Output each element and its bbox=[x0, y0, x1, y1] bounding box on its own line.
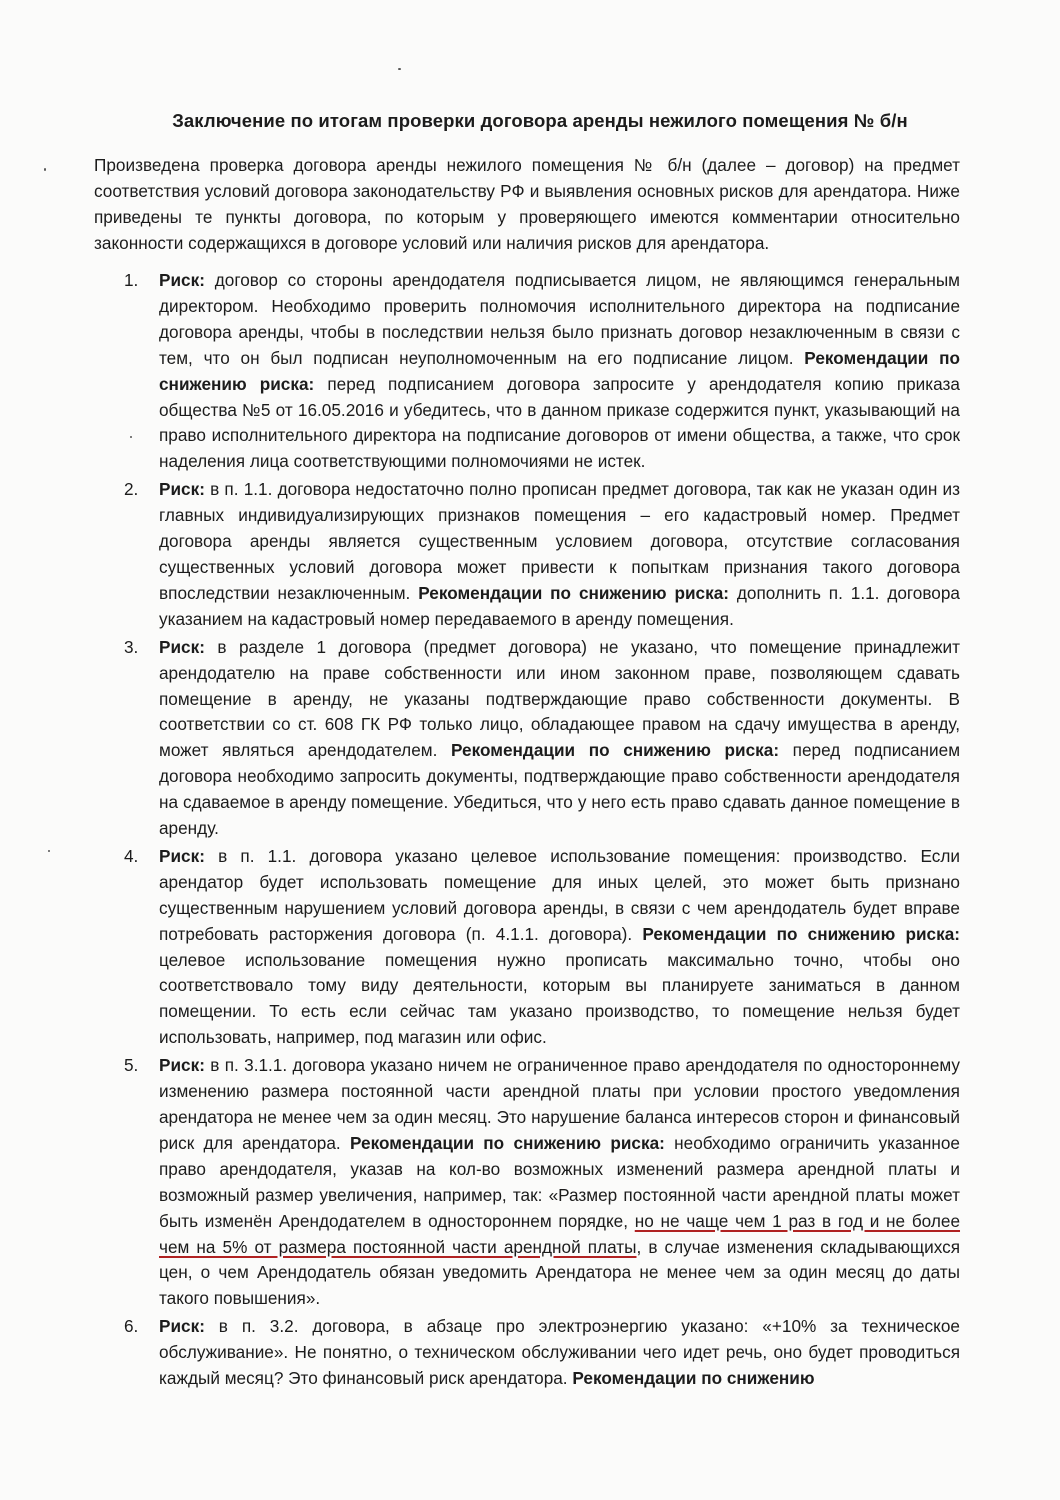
document-title: Заключение по итогам проверки договора аренды нежилого помещения № б/н bbox=[172, 110, 908, 131]
item-number: 3. bbox=[124, 636, 139, 657]
recommendation-text: целевое использование помещения нужно прописать максимально точно, чтобы оно соответствовало тому виду деятельности, которым вы планируете заниматься в данном помещении. То есть если сейчас там указано производство, то помещение нельзя будет использовать, например, под магазин или офис. bbox=[159, 949, 960, 1048]
risk-label: Риск: bbox=[159, 1316, 205, 1337]
item-number: 1. bbox=[124, 270, 139, 290]
recommendation-label: Рекомендации по снижению риска: bbox=[451, 740, 780, 761]
scan-speck bbox=[130, 436, 132, 438]
item-number: 6. bbox=[124, 1316, 139, 1337]
item-text bbox=[159, 635, 960, 842]
recommendation-label: Рекомендации по снижению риска: bbox=[642, 923, 960, 944]
recommendation-label: Рекомендации по снижению риска: bbox=[349, 1132, 665, 1153]
recommendation-label: Рекомендации по снижению риска: bbox=[159, 347, 960, 394]
recommendation-label: Рекомендации по снижению риска: bbox=[418, 582, 729, 603]
list-item bbox=[0, 477, 1060, 632]
item-text bbox=[159, 1053, 960, 1312]
risk-text: договор со стороны арендодателя подписывается лицом, не являющимся генеральным директором. Необходимо проверить полномочия исполнительного директора на подписание договора аренды, чтобы в последствии нельзя было признать договор незаключенным в связи с тем, что он был подписан неуполномоченным на его подписание лицом. bbox=[159, 270, 960, 368]
recommendation-text: необходимо ограничить указанное право арендодателя, указав на кол-во возможных изменений размера арендной платы и возможный размер увеличения, например, так: «Размер постоянной части арендной платы может быть изменён Арендодателем в одностороннем порядке, bbox=[159, 1132, 960, 1231]
risk-label: Риск: bbox=[159, 270, 205, 290]
risk-text: в п. 3.2. договора, в абзаце про электроэнергию указано: «+10% за техническое обслуживание». Не понятно, о техническом обслуживании чего идет речь, оно будет проводиться каждый месяц? Это финансовый риск арендатора. bbox=[159, 1316, 960, 1389]
item-number: 5. bbox=[124, 1055, 139, 1076]
risk-label: Риск: bbox=[159, 1055, 205, 1076]
risk-label: Риск: bbox=[159, 479, 205, 500]
list-item bbox=[0, 1053, 1060, 1312]
item-text bbox=[159, 1314, 960, 1392]
recommendation-text: дополнить п. 1.1. договора указанием на кадастровый номер передаваемого в аренду помещения. bbox=[159, 582, 960, 629]
risk-text: в п. 3.1.1. договора указано ничем не ограниченное право арендодателя по одностороннему изменению размера постоянной части арендной платы при условии простого уведомления арендатора не менее чем за один месяц. Это нарушение баланса интересов сторон и финансовый риск для арендатора. bbox=[159, 1055, 960, 1153]
item-number: 4. bbox=[124, 845, 139, 866]
item-text bbox=[159, 844, 960, 1051]
list-item bbox=[0, 268, 1060, 475]
risk-text: в разделе 1 договора (предмет договора) не указано, что помещение принадлежит арендодателю на праве собственности или ином законном праве, позволяющем сдавать помещение в аренду, не указаны подтверждающие право собственности документы. В соответствии со ст. 608 ГК РФ только лицо, обладающее правом на сдачу имущества в аренду, может являться арендодателем. bbox=[159, 636, 960, 761]
item-number: 2. bbox=[124, 479, 139, 500]
scan-speck bbox=[398, 68, 401, 70]
recommendation-text: перед подписанием договора необходимо запросить документы, подтверждающие право собственности арендодателя на сдаваемое в аренду помещение. Убедиться, что у него есть право сдавать данное помещение в аренду. bbox=[159, 740, 961, 839]
list-item bbox=[0, 1314, 1060, 1392]
item-text bbox=[159, 268, 960, 475]
recommendation-label: Рекомендации по снижению bbox=[572, 1368, 815, 1389]
item-text bbox=[159, 477, 960, 632]
risk-text: в п. 1.1. договора указано целевое использование помещения: производство. Если арендатор будет использовать помещение для иных целей, это может быть признано существенным нарушением условий договора аренды, в связи с чем арендодатель будет вправе потребовать расторжения договора (п. 4.1.1. договора). bbox=[159, 845, 960, 944]
underlined-clause: но не чаще чем 1 раз в год и не более чем на 5% от размера постоянной части арендной платы bbox=[159, 1210, 961, 1257]
risk-label: Риск: bbox=[159, 636, 205, 657]
intro-paragraph: Произведена проверка договора аренды нежилого помещения № б/н (далее – договор) на предмет соответствия условий договора законодательству РФ и выявления основных рисков для арендатора. Ниже приведены те пункты договора, по которым у проверяющего имеются комментарии относительно законности содержащихся в договоре условий или наличия рисков для арендатора. bbox=[94, 155, 960, 253]
recommendation-text: перед подписанием договора запросите у арендодателя копию приказа общества №5 от 16.05.2016 и убедитесь, что в данном приказе содержится пункт, указывающий на право исполнительного директора на подписание договоров от имени общества, а также, что срок наделения лица соответствующими полномочиями не истек. bbox=[159, 373, 960, 472]
list-item bbox=[0, 635, 1060, 842]
list-item bbox=[0, 844, 1060, 1051]
risk-label: Риск: bbox=[159, 845, 205, 866]
risk-text: в п. 1.1. договора недостаточно полно прописан предмет договора, так как не указан один из главных индивидуализирующих признаков помещения – его кадастровый номер. Предмет договора аренды является существенным условием договора, отсутствие согласования существенных условий договора может привести к попыткам признания такого договора впоследствии незаключенным. bbox=[159, 479, 960, 603]
risk-list bbox=[0, 268, 1060, 1394]
scan-speck bbox=[44, 168, 46, 171]
scan-speck bbox=[48, 850, 50, 852]
recommendation-tail-text: , в случае изменения складывающихся цен, о чем Арендодатель обязан уведомить Арендатора не менее чем за один месяц до даты такого повышения». bbox=[159, 1236, 961, 1309]
